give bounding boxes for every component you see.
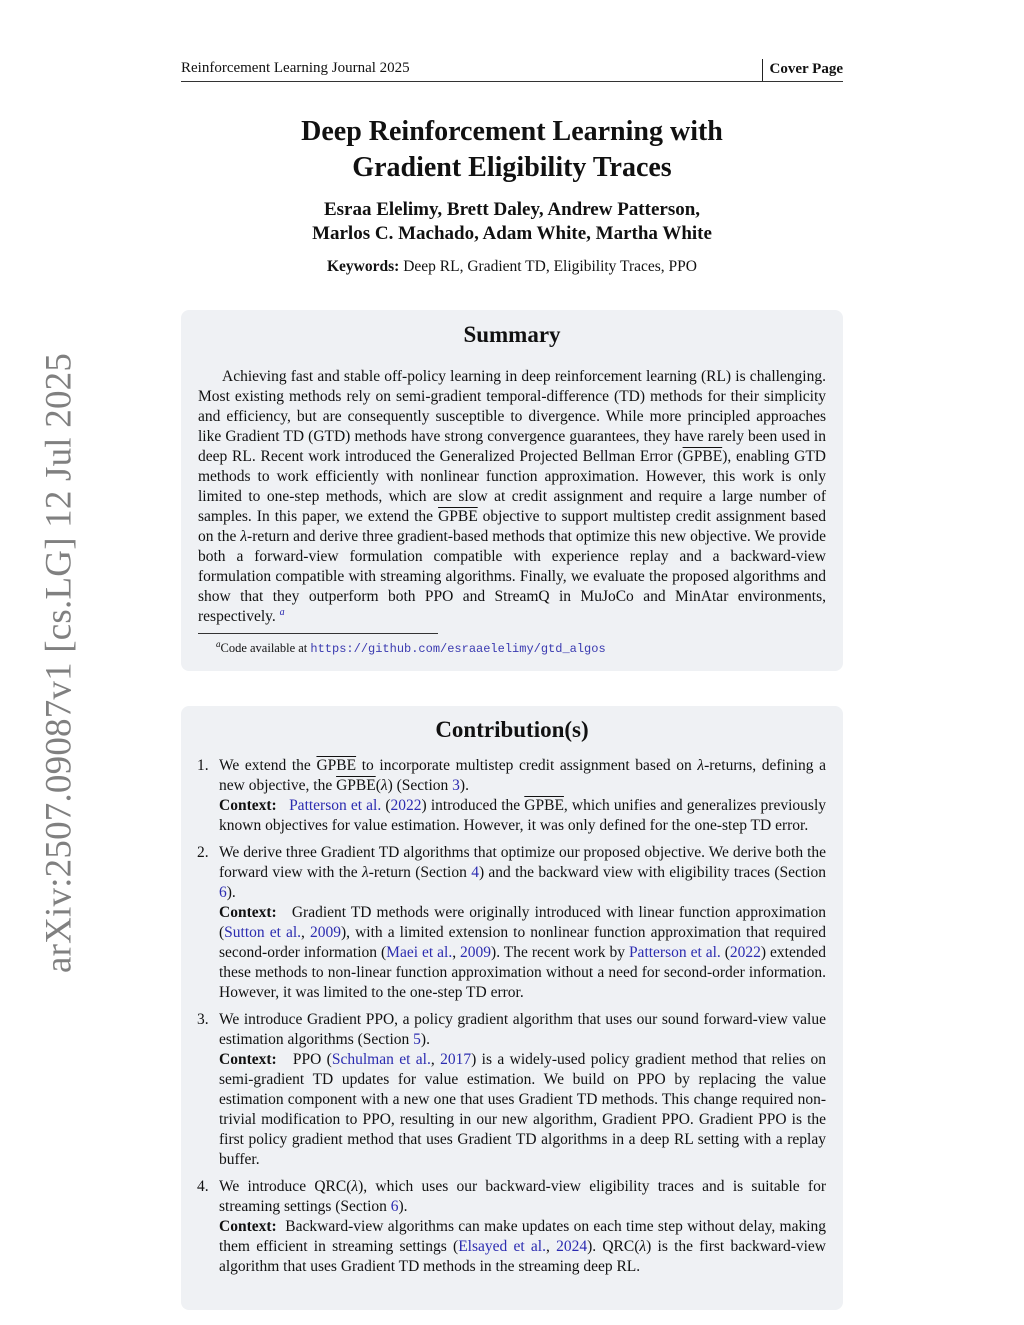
citation-link[interactable]: Patterson et al.	[628, 944, 721, 961]
authors-line-1: Esraa Elelimy, Brett Daley, Andrew Patterson,	[323, 199, 701, 220]
contributions-box	[181, 706, 843, 1310]
text: ). The recent work by	[491, 944, 629, 961]
context-label: Context:	[219, 797, 277, 814]
text: We introduce Gradient PPO, a policy gradient algorithm that uses our sound forward-view value estimation algorithms (Section	[219, 1011, 826, 1048]
lambda-symbol: λ	[639, 1238, 647, 1255]
summary-part: Achieving fast and stable off-policy learning in deep reinforcement learning (RL) is challenging. Most existing methods rely on semi-gradient temporal-difference (TD) methods for their simplicity and efficiency, but are consequently susceptible to divergence. While more principled approaches like Gradient TD (GTD) methods have strong convergence guarantees, they have rarely been used in deep RL. Recent work introduced the Generalized Projected Bellman Error (	[198, 368, 826, 465]
text: ) and the backward view with eligibility traces (Section	[478, 864, 827, 881]
text: -return (Section	[368, 864, 472, 881]
summary-part: ), enabling GTD methods to work efficiently with nonlinear function approximation. However, this work is only limited to one-step methods, which are slow at credit assignment and require a large number of samples. In this paper, we extend the	[198, 448, 826, 525]
keywords-list: Deep RL, Gradient TD, Eligibility Traces, PPO	[403, 258, 697, 275]
text: ,	[430, 1051, 441, 1068]
text: (	[375, 777, 381, 794]
footnote-marker[interactable]: a	[279, 606, 285, 618]
text: We derive three Gradient TD algorithms that optimize our proposed objective. We derive both the forward view with the	[219, 844, 826, 881]
section-link[interactable]: 3	[452, 777, 460, 794]
summary-box	[181, 310, 843, 671]
authors-line-2: Marlos C. Machado, Adam White, Martha White	[312, 223, 712, 244]
contributions-heading: Contribution(s)	[435, 717, 589, 742]
lambda-symbol: λ	[351, 1178, 359, 1195]
text: ), which uses our backward-view eligibility traces and is suitable for streaming settings (Section	[219, 1178, 826, 1215]
citation-year-link[interactable]: 2024	[556, 1238, 588, 1255]
gpbe-term: GPBE	[336, 777, 376, 794]
lambda-symbol: λ	[697, 757, 705, 774]
title-line-1: Deep Reinforcement Learning with	[301, 116, 723, 147]
title-line-2: Gradient Eligibility Traces	[352, 152, 672, 183]
lambda-symbol: λ	[240, 528, 248, 545]
citation-link[interactable]: Sutton et al.	[224, 924, 302, 941]
text: ,	[452, 944, 461, 961]
gpbe-term: GPBE	[682, 448, 723, 465]
text: ) is the first backward-view algorithm that uses Gradient TD methods in the streaming deep RL.	[219, 1238, 826, 1275]
text: ) extended these methods to non-linear function approximation without a need for second-order information. However, it was limited to the one-step TD error.	[219, 944, 826, 1001]
section-link[interactable]: 6	[390, 1198, 399, 1215]
citation-year-link[interactable]: 2022	[390, 797, 422, 814]
summary-text	[198, 367, 826, 627]
running-header	[181, 59, 843, 82]
text: ).	[398, 1198, 408, 1215]
item-number: 1.	[197, 757, 209, 774]
footnote-mark: a	[216, 639, 221, 649]
lambda-symbol: λ	[380, 777, 388, 794]
citation-link[interactable]: Patterson et al.	[289, 797, 382, 814]
citation-year-link[interactable]: 2022	[729, 944, 761, 961]
text: (	[720, 944, 730, 961]
lambda-symbol: λ	[361, 864, 369, 881]
footnote	[216, 639, 606, 656]
text: We introduce QRC(	[219, 1178, 352, 1195]
text: ) (Section	[387, 777, 453, 794]
journal-name: Reinforcement Learning Journal 2025	[181, 60, 410, 76]
context-label: Context:	[219, 904, 277, 921]
summary-heading: Summary	[463, 322, 561, 347]
text: , which unifies and generalizes previously known objectives for value estimation. However, it was only defined for the one-step TD error.	[219, 797, 826, 834]
section-link[interactable]: 4	[471, 864, 479, 881]
section-label: Cover Page	[762, 59, 843, 81]
contributions-list	[181, 756, 826, 1284]
text: ). QRC(	[587, 1238, 640, 1255]
context-label: Context:	[219, 1218, 277, 1235]
text: PPO (	[292, 1051, 332, 1068]
section-link[interactable]: 6	[219, 884, 227, 901]
text: ).	[226, 884, 236, 901]
summary-part: -return and derive three gradient-based methods that optimize this new objective. We provide both a forward-view formulation compatible with experience replay and a backward-view formulation compatible with streaming algorithms. Finally, we evaluate the proposed algorithms and show that they outperform both PPO and StreamQ in MuJoCo and MinAtar environments, respectively.	[198, 528, 826, 625]
keywords	[181, 258, 843, 276]
citation-link[interactable]: Schulman et al.	[331, 1051, 431, 1068]
text: ), with a limited extension to nonlinear function approximation that required second-order information (	[219, 924, 827, 961]
summary-part: objective to support multistep credit assignment based on the	[198, 508, 826, 545]
text: ,	[545, 1238, 557, 1255]
contribution-item	[181, 1177, 826, 1277]
gpbe-term: GPBE	[438, 508, 478, 525]
text: ) introduced the	[421, 797, 525, 814]
arxiv-stamp: arXiv:2507.09087v1 [cs.LG] 12 Jul 2025	[38, 352, 80, 974]
citation-year-link[interactable]: 2017	[440, 1051, 472, 1068]
text: ,	[301, 924, 310, 941]
citation-year-link[interactable]: 2009	[310, 924, 341, 941]
author-list	[181, 198, 843, 246]
item-number: 2.	[197, 844, 209, 861]
keywords-label: Keywords:	[327, 258, 400, 275]
text: (	[381, 797, 391, 814]
citation-link[interactable]: Elsayed et al.	[458, 1238, 546, 1255]
text: to incorporate multistep credit assignment based on	[356, 757, 698, 774]
gpbe-term: GPBE	[524, 797, 564, 814]
text: We extend the	[219, 757, 317, 774]
code-link[interactable]: https://github.com/esraaelelimy/gtd_algos	[310, 642, 606, 657]
contribution-item	[181, 756, 826, 836]
text: ).	[420, 1031, 430, 1048]
gpbe-term: GPBE	[316, 757, 357, 774]
item-number: 4.	[197, 1178, 209, 1195]
footnote-text: Code available at	[220, 641, 311, 656]
footnote-rule	[198, 633, 438, 634]
contribution-item	[181, 1010, 826, 1170]
item-number: 3.	[197, 1011, 209, 1028]
citation-year-link[interactable]: 2009	[460, 944, 492, 961]
text: ) is a widely-used policy gradient method that relies on semi-gradient TD updates for value estimation. We build on PPO by replacing the value estimation component with a new one that uses Gradient TD methods. This change required non-trivial modification to PPO, resulting in our new algorithm, Gradient PPO. Gradient PPO is the first policy gradient method that uses Gradient TD algorithms in a deep RL setting with a replay buffer.	[219, 1051, 827, 1168]
context-label: Context:	[219, 1051, 277, 1068]
citation-link[interactable]: Maei et al.	[386, 944, 453, 961]
text: Gradient TD methods were originally introduced with linear function approximation (	[219, 904, 826, 941]
contribution-item	[181, 843, 826, 1003]
text: Backward-view algorithms can make updates on each time step without delay, making them efficient in streaming settings (	[219, 1218, 827, 1255]
text: ).	[459, 777, 469, 794]
paper-title	[181, 114, 843, 186]
text: -returns, defining a new objective, the	[219, 757, 826, 794]
section-link[interactable]: 5	[413, 1031, 421, 1048]
